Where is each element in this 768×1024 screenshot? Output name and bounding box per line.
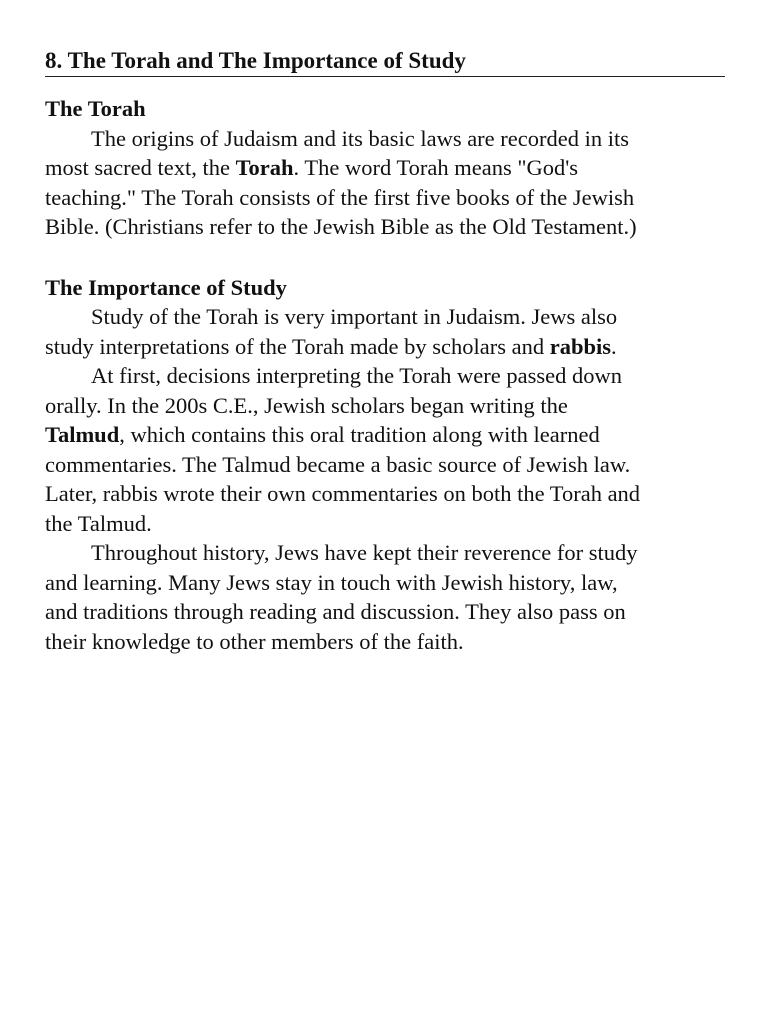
text-run: The origins of Judaism and its basic laws are recorded in its [91,125,629,151]
text-line [45,332,725,362]
text-run: and learning. Many Jews stay in touch with Jewish history, law, [45,569,618,595]
text-line [45,124,725,154]
text-line [45,153,725,183]
text-line [45,538,725,568]
text-run: study interpretations of the Torah made by scholars and [45,333,550,359]
section-importance-of-study [45,273,725,657]
text-run: teaching." The Torah consists of the first five books of the Jewish [45,184,635,210]
text-run: . The word Torah means "God's [293,155,579,180]
text-run: and traditions through reading and discussion. They also pass on [45,599,626,624]
text-line [45,627,725,657]
text-line [45,302,725,332]
key-term-torah: Torah [235,155,294,180]
text-line [45,420,725,450]
text-run: their knowledge to other members of the faith. [45,628,464,654]
text-run: most sacred text, the [45,155,236,180]
text-run: , which contains this oral tradition along with learned [119,422,600,447]
chapter-title: 8. The Torah and The Importance of Study [45,46,725,77]
text-run: At first, decisions interpreting the Torah were passed down [91,363,623,388]
text-line [45,568,725,598]
text-run: Throughout history, Jews have kept their reverence for study [91,540,638,565]
document-page [45,46,725,656]
text-line [45,391,725,421]
section-the-torah [45,94,725,242]
text-run: Later, rabbis wrote their own commentaries on both the Torah and [45,481,641,506]
text-run: Bible. (Christians refer to the Jewish Bible as the Old Testament.) [45,214,637,239]
paragraph [45,124,725,242]
section-heading: The Torah [45,96,146,121]
text-line [45,509,725,539]
text-run: orally. In the 200s C.E., Jewish scholars began writing the [45,392,568,418]
text-line [45,361,725,391]
section-heading: The Importance of Study [45,274,287,300]
paragraph [45,361,725,538]
text-run: Study of the Torah is very important in Judaism. Jews also [91,304,618,329]
key-term-talmud: Talmud [45,422,120,447]
text-run: commentaries. The Talmud became a basic source of Jewish law. [45,451,631,477]
text-line [45,183,725,213]
text-line [45,479,725,509]
text-line [45,450,725,480]
paragraph [45,538,725,656]
text-run: the Talmud. [45,510,152,536]
key-term-rabbis: rabbis [549,333,612,359]
text-run: . [611,333,617,359]
paragraph [45,302,725,361]
text-line [45,212,725,242]
text-line [45,597,725,627]
